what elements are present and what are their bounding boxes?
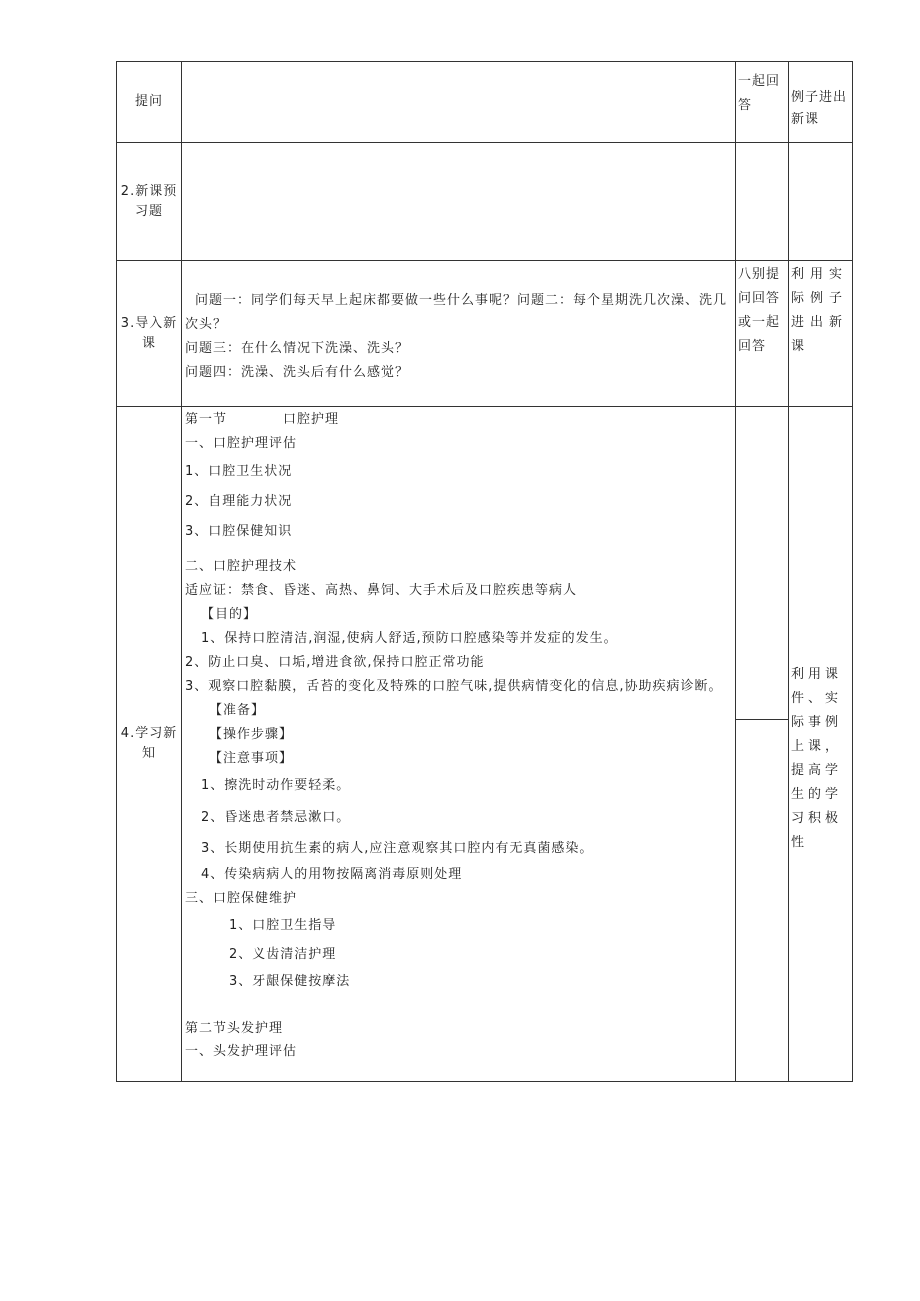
table-row: [117, 62, 853, 143]
table-row: [117, 143, 853, 261]
subsection-heading: 一、口腔护理评估: [185, 436, 298, 451]
list-item: 1、擦洗时动作要轻柔。: [201, 778, 351, 793]
teacher-activity-cell: 一起回答: [736, 62, 789, 143]
content-cell: [182, 62, 736, 143]
stage-cell: 3.导入新课: [117, 261, 182, 407]
subsection-heading: 二、口腔护理技术: [185, 559, 298, 574]
subsection-heading: 三、口腔保健维护: [185, 891, 298, 906]
lesson-plan-table: [116, 61, 853, 1082]
list-item: 2、昏迷患者禁忌漱口。: [201, 810, 351, 825]
list-item: 3、口腔保健知识: [185, 524, 293, 539]
list-item: 2、防止口臭、口垢,增进食欲,保持口腔正常功能: [185, 655, 485, 670]
list-item: 1、口腔卫生指导: [229, 918, 337, 933]
bracket-heading: 【准备】: [209, 703, 266, 718]
list-item: 2、自理能力状况: [185, 494, 293, 509]
section-heading: 第二节头发护理: [185, 1021, 284, 1036]
intro-question-4: 问题四：洗澡、洗头后有什么感觉？: [185, 365, 410, 380]
content-cell: [182, 407, 736, 1082]
list-item: 1、保持口腔清洁,润湿,使病人舒适,预防口腔感染等并发症的发生。: [201, 631, 618, 646]
subsection-heading: 一、头发护理评估: [185, 1044, 298, 1059]
stage-cell: 提问: [117, 62, 182, 143]
table-row: [117, 407, 853, 1082]
cell-divider: [736, 719, 788, 720]
purpose-cell: [789, 143, 853, 261]
indications-text: 适应证：禁食、昏迷、高热、鼻饲、大手术后及口腔疾患等病人: [185, 583, 578, 598]
teacher-activity-cell: [736, 143, 789, 261]
bracket-heading: 【注意事项】: [209, 751, 294, 766]
purpose-cell: 利用实际例子进出新课: [789, 261, 853, 407]
stage-cell: 2.新课预习题: [117, 143, 182, 261]
list-item: 4、传染病病人的用物按隔离消毒原则处理: [201, 867, 463, 882]
stage-cell: 4.学习新知: [117, 407, 182, 1082]
list-item: 3、牙龈保健按摩法: [229, 974, 351, 989]
purpose-cell: 例子进出新课: [789, 62, 853, 143]
content-cell: [182, 143, 736, 261]
bracket-heading: 【操作步骤】: [209, 727, 294, 742]
list-item: 3、长期使用抗生素的病人,应注意观察其口腔内有无真菌感染。: [201, 841, 594, 856]
purpose-cell: 利用课件、实际事例上课，提高学生的学习积极性: [789, 407, 853, 1082]
intro-question-3: 问题三：在什么情况下洗澡、洗头？: [185, 341, 410, 356]
section-heading: 第一节 口腔护理: [185, 412, 340, 427]
intro-question-1-2: 问题一：同学们每天早上起床都要做一些什么事呢？问题二：每个星期洗几次澡、洗几次头？: [185, 293, 728, 332]
list-item: 1、口腔卫生状况: [185, 464, 293, 479]
table-row: [117, 261, 853, 407]
content-cell: [182, 261, 736, 407]
list-item: 2、义齿清洁护理: [229, 947, 337, 962]
list-item: 3、观察口腔黏膜，舌苔的变化及特殊的口腔气味,提供病情变化的信息,协助疾病诊断。: [185, 679, 723, 694]
teacher-activity-cell: [736, 407, 789, 1082]
teacher-activity-cell: 八别提问回答或一起回答: [736, 261, 789, 407]
bracket-heading: 【目的】: [201, 607, 258, 622]
